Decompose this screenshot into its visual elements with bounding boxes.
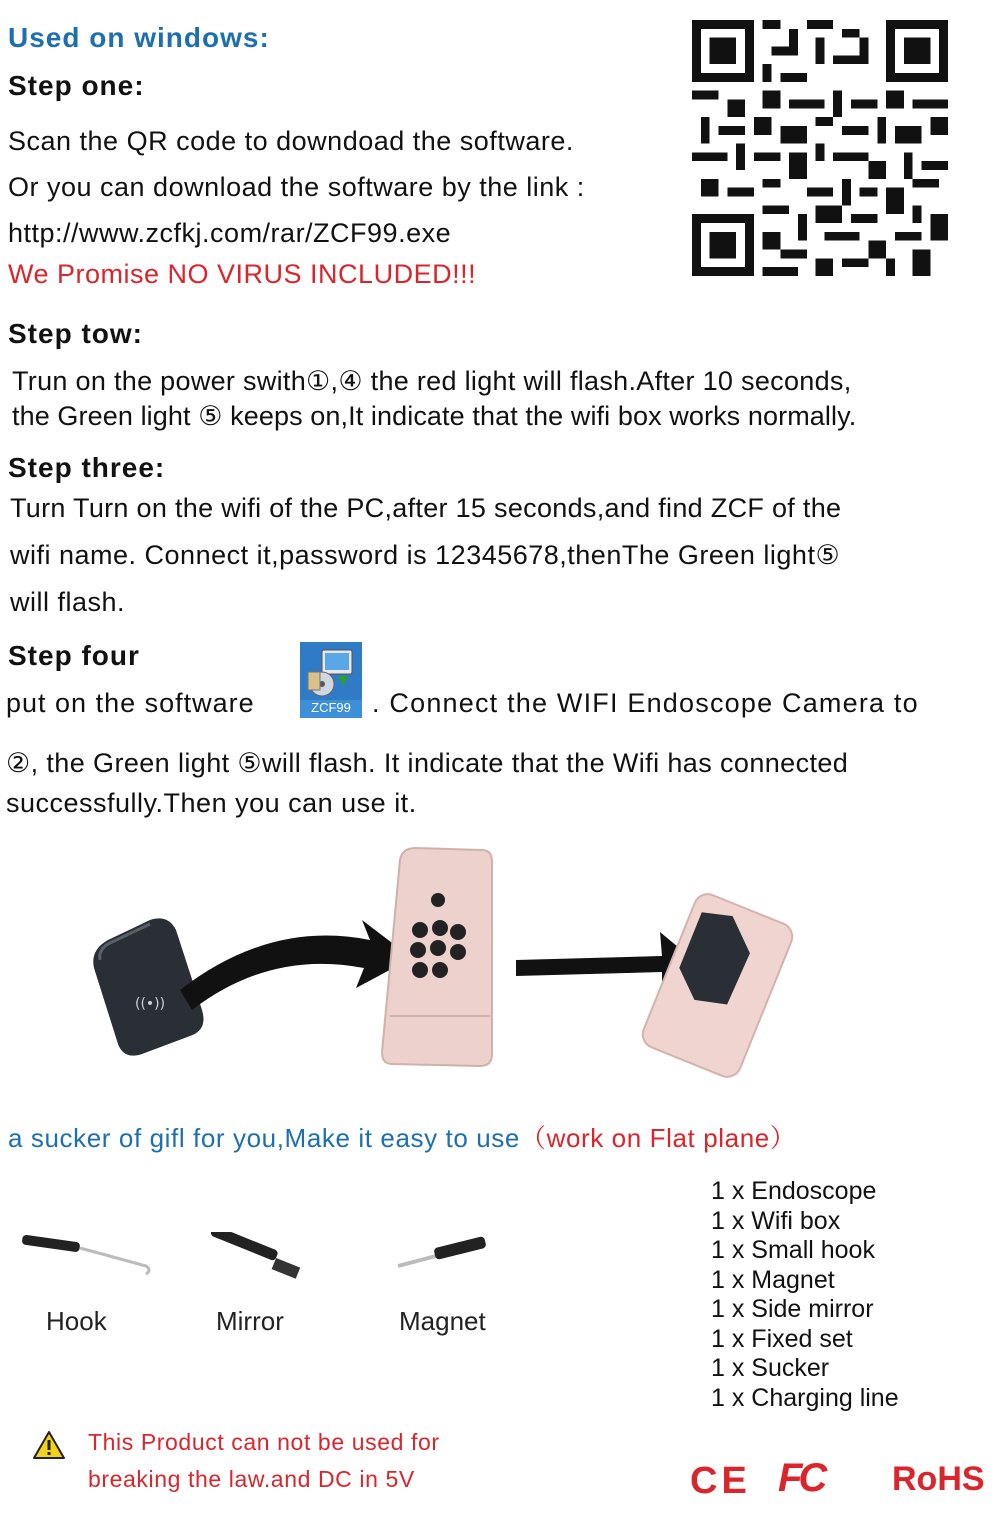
step4-title: Step four — [8, 640, 140, 671]
step2-line2: the Green light ⑤ keeps on,It indicate that the wifi box works normally. — [12, 401, 857, 431]
list-item: 1 x Fixed set — [711, 1324, 853, 1353]
list-item: 1 x Side mirror — [711, 1295, 874, 1323]
warning-triangle-icon — [32, 1430, 66, 1460]
list-item: 1 x Charging line — [711, 1383, 899, 1412]
rohs-mark-icon: RoHS — [892, 1460, 985, 1498]
tool-label-mirror: Mirror — [216, 1306, 284, 1336]
step2-line1: Trun on the power swith①,④ the red light will flash.After 10 seconds, — [12, 366, 852, 396]
step4-line1-b: . Connect the WIFI Endoscope Camera to — [372, 688, 919, 718]
sucker-note-main: a sucker of gifl for you,Make it easy to use — [8, 1123, 520, 1153]
mirror-image — [205, 1232, 305, 1284]
sucker-note — [8, 1118, 796, 1155]
step1-title: Step one: — [8, 70, 145, 101]
legal-warning-line2: breaking the law.and DC in 5V — [88, 1466, 415, 1492]
list-item: 1 x Magnet — [711, 1265, 835, 1294]
magnet-image — [392, 1236, 492, 1276]
list-item: 1 x Endoscope — [711, 1177, 877, 1205]
hook-image — [18, 1228, 153, 1283]
section-title: Used on windows: — [8, 22, 270, 53]
step3-line3: will flash. — [10, 587, 126, 617]
step3-line2: wifi name. Connect it,password is 12345678,thenThe Green light⑤ — [10, 540, 841, 570]
package-list — [711, 1177, 899, 1413]
list-item: 1 x Wifi box — [711, 1206, 841, 1235]
step1-line1: Scan the QR code to downdoad the software. — [8, 126, 574, 156]
software-installer-icon[interactable] — [300, 642, 362, 718]
no-virus-warning: We Promise NO VIRUS INCLUDED!!! — [8, 259, 477, 289]
list-item: 1 x Small hook — [711, 1236, 875, 1264]
legal-warning-line1: This Product can not be used for — [88, 1429, 440, 1455]
step2-title: Step tow: — [8, 318, 143, 349]
step4-line2: ②, the Green light ⑤will flash. It indicate that the Wifi has connected — [6, 748, 849, 778]
step3-title: Step three: — [8, 452, 166, 483]
ce-mark-icon: CE — [690, 1460, 751, 1502]
step4-line3: successfully.Then you can use it. — [6, 788, 417, 818]
step4-line1-a: put on the software — [6, 688, 255, 718]
list-item: 1 x Sucker — [711, 1354, 830, 1382]
svg-text:((•)): ((•)) — [135, 996, 166, 1012]
phone-back-image — [382, 848, 492, 1066]
software-icon-label: ZCF99 — [311, 700, 351, 715]
tool-label-hook: Hook — [46, 1306, 107, 1336]
step3-line1: Turn Turn on the wifi of the PC,after 15 seconds,and find ZCF of the — [10, 493, 842, 523]
phone-with-box-image — [639, 890, 797, 1080]
product-illustration — [80, 840, 900, 1080]
sucker-note-flat: （work on Flat plane） — [519, 1123, 797, 1153]
fcc-mark-icon: FC — [778, 1456, 824, 1500]
qr-code-icon[interactable] — [692, 20, 948, 276]
step1-line2: Or you can download the software by the link : — [8, 172, 585, 202]
tool-label-magnet: Magnet — [399, 1306, 486, 1336]
download-link[interactable]: http://www.zcfkj.com/rar/ZCF99.exe — [8, 218, 452, 248]
